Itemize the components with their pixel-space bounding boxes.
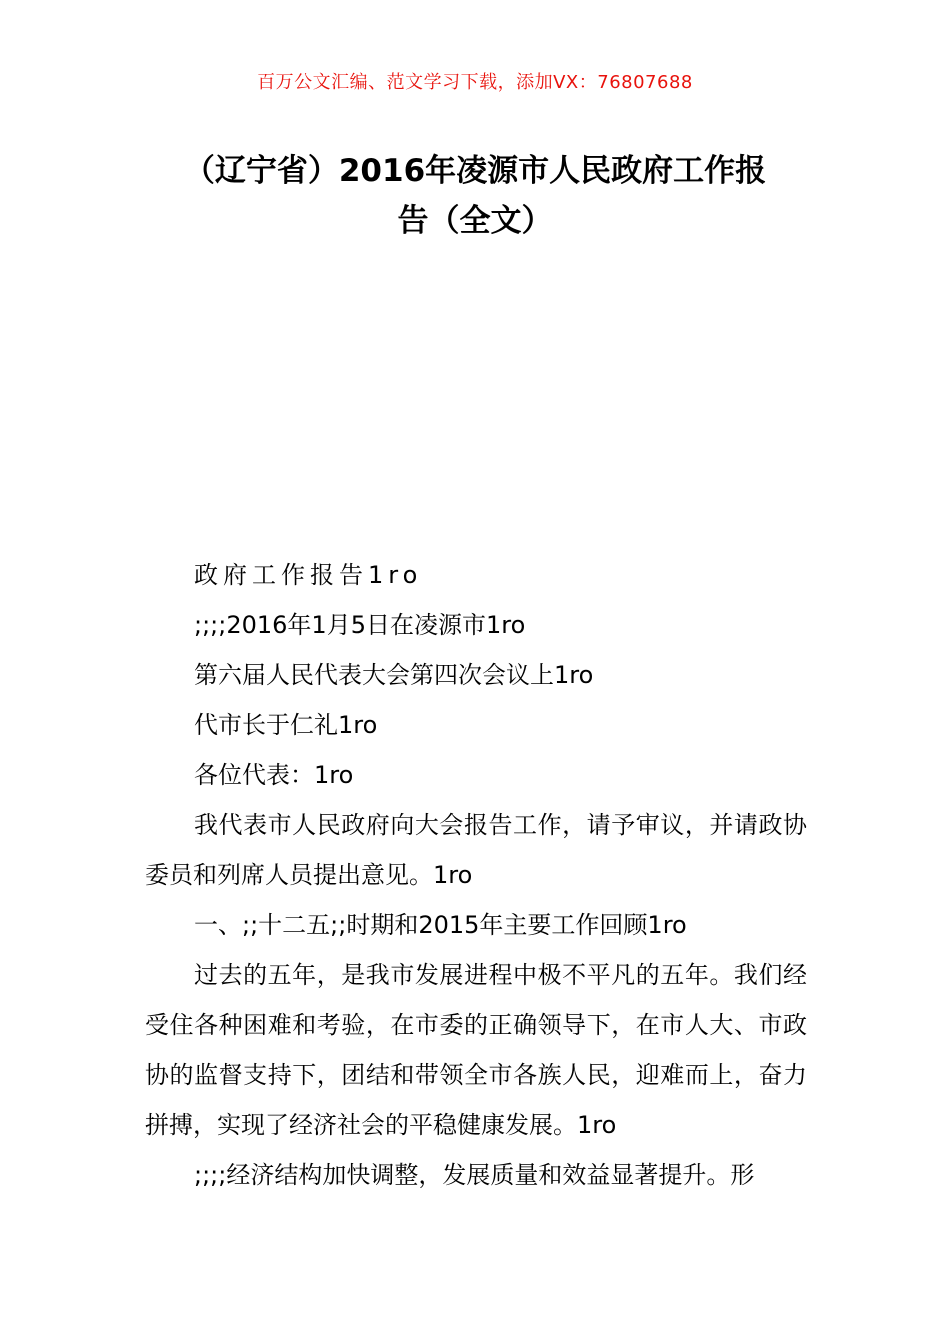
- paragraph-structure: ;;;;经济结构加快调整，发展质量和效益显著提升。形: [194, 1161, 755, 1189]
- document-body: [145, 550, 807, 1200]
- paragraph-review: 过去的五年，是我市发展进程中极不平凡的五年。我们经受住各种困难和考验，在市委的正确领导下，在市人大、市政协的监督支持下，团结和带领全市各族人民，迎难而上，奋力拼搏，实现了经济社会的平稳健康发展。1ro: [145, 961, 807, 1139]
- paragraph-section-heading: 一、;;十二五;;时期和2015年主要工作回顾1ro: [194, 911, 687, 939]
- paragraph-date: ;;;;2016年1月5日在凌源市1ro: [194, 611, 526, 639]
- title-line-1: （辽宁省）2016年凌源市人民政府工作报: [183, 153, 767, 189]
- paragraph-speaker: 代市长于仁礼1ro: [194, 711, 378, 739]
- document-title: [0, 146, 950, 246]
- title-line-2: 告（全文）: [397, 203, 553, 239]
- paragraph-salutation: 各位代表：1ro: [194, 761, 354, 789]
- header-note: 百万公文汇编、范文学习下载，添加VX：76807688: [257, 72, 693, 93]
- paragraph-intro: 我代表市人民政府向大会报告工作，请予审议，并请政协委员和列席人员提出意见。1ro: [145, 811, 807, 889]
- paragraph-report-heading: 政府工作报告1ro: [194, 561, 423, 589]
- paragraph-meeting: 第六届人民代表大会第四次会议上1ro: [194, 661, 594, 689]
